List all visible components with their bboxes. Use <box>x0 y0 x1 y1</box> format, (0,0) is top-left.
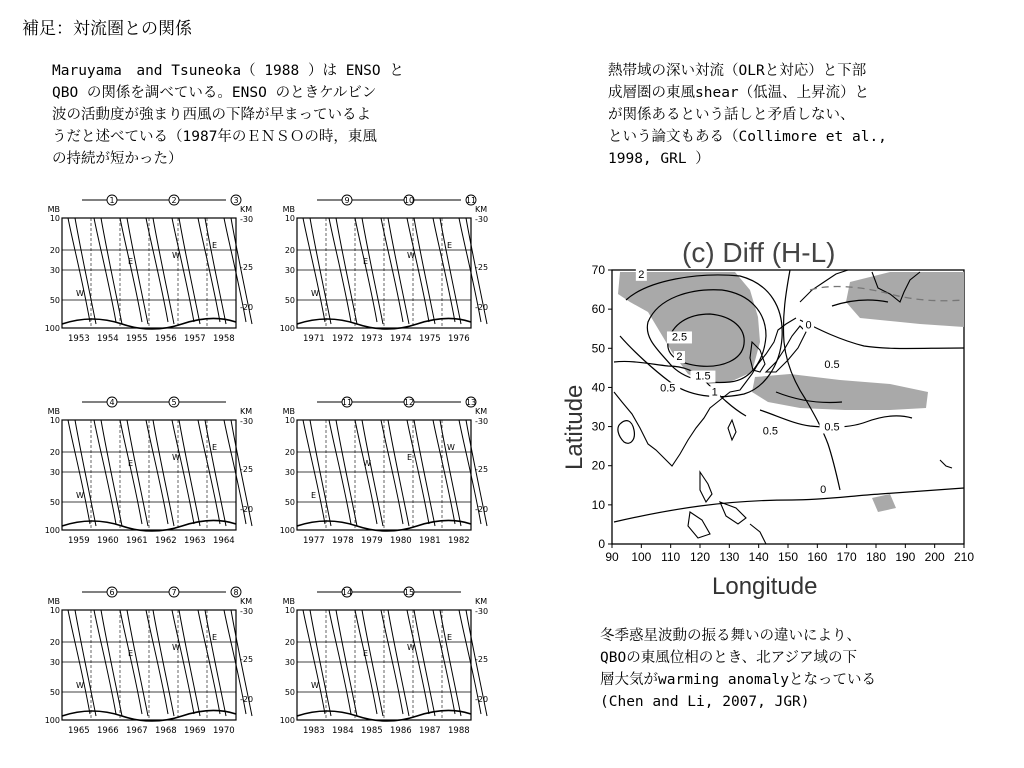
km-tick: -25 <box>240 263 254 272</box>
year-label: 1973 <box>361 334 383 344</box>
unit-km: KM <box>475 205 488 214</box>
year-label: 1970 <box>213 726 235 736</box>
circled-number <box>107 195 117 205</box>
unit-mb: MB <box>47 597 60 606</box>
year-label: 1979 <box>361 536 383 546</box>
circled-number <box>342 587 352 597</box>
pressure-tick: 10 <box>284 416 295 425</box>
year-label: 1961 <box>126 536 148 546</box>
svg-text:14: 14 <box>341 588 353 597</box>
map-title: (c) Diff (H-L) <box>682 237 836 268</box>
km-tick: -20 <box>240 695 254 704</box>
slide-title: 補足：対流圏との関係 <box>22 19 192 39</box>
panel-1977-1982 <box>279 392 535 552</box>
svg-text:15: 15 <box>403 588 415 597</box>
year-label: 1981 <box>419 536 441 546</box>
svg-text:10: 10 <box>403 196 415 205</box>
x-tick-label: 120 <box>689 550 711 564</box>
km-tick: -20 <box>475 303 489 312</box>
pressure-tick: 100 <box>279 324 295 333</box>
pressure-tick: 30 <box>284 658 295 667</box>
year-label: 1953 <box>68 334 90 344</box>
year-label: 1963 <box>184 536 206 546</box>
km-tick: -30 <box>475 607 489 616</box>
panel-1959-1964 <box>44 392 300 552</box>
pressure-tick: 50 <box>49 296 60 305</box>
unit-mb: MB <box>282 597 295 606</box>
unit-km: KM <box>240 205 253 214</box>
year-label: 1985 <box>361 726 383 736</box>
phase-label: W <box>172 453 180 462</box>
phase-label: E <box>311 491 317 500</box>
svg-text:1: 1 <box>109 196 115 205</box>
paragraph-chen-li: 冬季惑星波動の振る舞いの違いにより、 QBOの東風位相のとき、北アジア域の下 層大気がwarming anomalyとなっている (Chen and Li, 2007, JGR) <box>600 628 876 710</box>
unit-mb: MB <box>47 205 60 214</box>
circled-number <box>169 397 179 407</box>
unit-mb: MB <box>282 205 295 214</box>
year-label: 1954 <box>97 334 119 344</box>
phase-label: E <box>447 633 453 642</box>
panel-1965-1970 <box>44 582 300 742</box>
pressure-tick: 30 <box>49 468 60 477</box>
year-label: 1972 <box>332 334 354 344</box>
phase-label: W <box>447 443 455 452</box>
pressure-tick: 10 <box>49 416 60 425</box>
phase-label: E <box>212 443 218 452</box>
circled-number <box>342 397 352 407</box>
km-tick: -30 <box>240 607 254 616</box>
pressure-tick: 10 <box>284 606 295 615</box>
x-tick-label: 190 <box>895 550 916 564</box>
svg-text:7: 7 <box>171 588 177 597</box>
pressure-tick: 100 <box>44 324 60 333</box>
pressure-tick: 100 <box>44 526 60 535</box>
phase-label: E <box>212 241 218 250</box>
unit-km: KM <box>475 407 488 416</box>
pressure-tick: 100 <box>279 526 295 535</box>
km-tick: -25 <box>240 465 254 474</box>
pressure-tick: 20 <box>284 246 295 255</box>
pressure-tick: 20 <box>49 246 60 255</box>
contour-label: 1.5 <box>695 370 711 383</box>
km-tick: -20 <box>475 695 489 704</box>
circled-number <box>107 587 117 597</box>
y-tick-label: 60 <box>591 302 605 317</box>
year-label: 1988 <box>448 726 470 736</box>
year-label: 1958 <box>213 334 235 344</box>
km-tick: -20 <box>240 505 254 514</box>
phase-label: W <box>407 251 415 260</box>
x-tick-label: 140 <box>748 550 769 564</box>
unit-mb: MB <box>282 407 295 416</box>
pressure-tick: 10 <box>49 606 60 615</box>
unit-km: KM <box>240 407 253 416</box>
phase-label: E <box>128 257 134 266</box>
year-label: 1965 <box>68 726 90 736</box>
paragraph-maruyama: Maruyama and Tsuneoka（ 1988 ）は ENSO と QBO の関係を調べている。ENSO のときケルビン 波の活動度が強まり西風の下降が早まっているよ うだと述べている（1987年のＥＮＳＯの時，東風 の持続が短かった） <box>52 63 404 167</box>
circled-number <box>404 397 414 407</box>
y-tick-label: 40 <box>591 380 605 395</box>
year-label: 1975 <box>419 334 441 344</box>
phase-label: W <box>172 251 180 260</box>
pressure-tick: 30 <box>284 468 295 477</box>
km-tick: -25 <box>240 655 254 664</box>
x-tick-label: 160 <box>807 550 828 564</box>
year-label: 1974 <box>390 334 412 344</box>
pressure-tick: 20 <box>284 448 295 457</box>
panel-1971-1976 <box>279 190 535 350</box>
phase-label: E <box>407 453 413 462</box>
km-tick: -20 <box>475 505 489 514</box>
km-tick: -25 <box>475 655 489 664</box>
pressure-tick: 30 <box>284 266 295 275</box>
svg-text:6: 6 <box>109 588 115 597</box>
svg-text:9: 9 <box>344 196 350 205</box>
year-label: 1976 <box>448 334 470 344</box>
km-tick: -25 <box>475 465 489 474</box>
km-tick: -25 <box>475 263 489 272</box>
year-label: 1956 <box>155 334 177 344</box>
x-tick-label: 180 <box>865 550 887 564</box>
contour-label: 0.5 <box>762 425 779 438</box>
year-label: 1982 <box>448 536 470 546</box>
phase-label: W <box>76 681 84 690</box>
x-tick-label: 100 <box>631 550 652 564</box>
y-tick-label: 70 <box>591 263 605 277</box>
pressure-tick: 50 <box>284 296 295 305</box>
circled-number <box>231 587 241 597</box>
year-label: 1964 <box>213 536 235 546</box>
x-tick-label: 170 <box>836 550 857 564</box>
paragraph-collimore: 熱帯域の深い対流（OLRと対応）と下部 成層圏の東風shear（低温、上昇流）と が関係あるという話しと矛盾しない、 という論文もある（Collimore et al., 1998, GRL ） <box>608 63 887 167</box>
panel-1983-1988 <box>279 582 535 742</box>
svg-text:13: 13 <box>465 398 477 407</box>
x-tick-label: 210 <box>953 550 975 564</box>
km-tick: -30 <box>475 417 489 426</box>
pressure-tick: 50 <box>49 498 60 507</box>
contour-label: 0 <box>805 319 812 332</box>
map-ylabel: Latitude <box>561 384 588 470</box>
pressure-tick: 10 <box>284 214 295 223</box>
svg-text:11: 11 <box>465 196 477 205</box>
phase-label: E <box>128 459 134 468</box>
year-label: 1966 <box>97 726 119 736</box>
km-tick: -30 <box>240 417 254 426</box>
contour-label: 2 <box>638 268 645 281</box>
circled-number <box>466 195 476 205</box>
phase-label: E <box>212 633 218 642</box>
year-label: 1984 <box>332 726 354 736</box>
map-xlabel: Longitude <box>712 573 818 600</box>
phase-label: E <box>447 241 453 250</box>
pressure-tick: 50 <box>49 688 60 697</box>
year-label: 1983 <box>303 726 325 736</box>
pressure-tick: 100 <box>44 716 60 725</box>
x-tick-label: 200 <box>924 550 945 564</box>
phase-label: W <box>407 643 415 652</box>
year-label: 1962 <box>155 536 177 546</box>
contour-label: 2 <box>676 351 683 364</box>
pressure-tick: 20 <box>49 638 60 647</box>
y-tick-label: 50 <box>591 341 605 356</box>
year-label: 1980 <box>390 536 412 546</box>
pressure-tick: 20 <box>284 638 295 647</box>
year-label: 1969 <box>184 726 206 736</box>
year-label: 1959 <box>68 536 90 546</box>
circled-number <box>107 397 117 407</box>
km-tick: -30 <box>240 215 254 224</box>
phase-label: E <box>363 257 369 266</box>
svg-text:5: 5 <box>171 398 177 407</box>
year-label: 1967 <box>126 726 148 736</box>
phase-label: W <box>76 289 84 298</box>
pressure-tick: 30 <box>49 266 60 275</box>
unit-mb: MB <box>47 407 60 416</box>
svg-text:4: 4 <box>109 398 115 407</box>
pressure-tick: 50 <box>284 498 295 507</box>
pressure-tick: 30 <box>49 658 60 667</box>
year-label: 1977 <box>303 536 325 546</box>
pressure-tick: 50 <box>284 688 295 697</box>
x-tick-label: 130 <box>719 550 740 564</box>
y-tick-label: 0 <box>598 537 605 551</box>
km-tick: -20 <box>240 303 254 312</box>
phase-label: E <box>128 649 134 658</box>
pressure-tick: 20 <box>49 448 60 457</box>
svg-text:3: 3 <box>233 196 239 205</box>
phase-label: E <box>363 649 369 658</box>
phase-label: W <box>311 681 319 690</box>
year-label: 1978 <box>332 536 354 546</box>
year-label: 1971 <box>303 334 325 344</box>
year-label: 1960 <box>97 536 119 546</box>
svg-text:12: 12 <box>403 398 415 407</box>
year-label: 1987 <box>419 726 441 736</box>
circled-number <box>342 195 352 205</box>
y-tick-label: 20 <box>591 458 605 473</box>
panel-1953-1958 <box>44 190 300 350</box>
contour-label: 0.5 <box>824 421 840 434</box>
contour-label: 1 <box>711 386 718 399</box>
diff-map-figure <box>560 232 980 604</box>
x-tick-label: 150 <box>777 550 799 564</box>
svg-text:11: 11 <box>341 398 353 407</box>
phase-label: W <box>363 459 371 468</box>
phase-label: W <box>311 289 319 298</box>
y-tick-label: 30 <box>591 419 605 434</box>
year-label: 1968 <box>155 726 177 736</box>
phase-label: W <box>172 643 180 652</box>
year-label: 1957 <box>184 334 206 344</box>
pressure-tick: 10 <box>49 214 60 223</box>
contour-label: 2.5 <box>671 331 688 344</box>
circled-number <box>466 397 476 407</box>
year-label: 1986 <box>390 726 412 736</box>
unit-km: KM <box>475 597 488 606</box>
pressure-tick: 100 <box>279 716 295 725</box>
contour-label: 0.5 <box>824 358 840 371</box>
phase-label: W <box>76 491 84 500</box>
unit-km: KM <box>240 597 253 606</box>
km-tick: -30 <box>475 215 489 224</box>
x-tick-label: 110 <box>661 550 681 564</box>
y-tick-label: 10 <box>591 497 605 512</box>
circled-number <box>404 195 414 205</box>
x-tick-label: 90 <box>605 550 619 564</box>
svg-text:2: 2 <box>171 196 177 205</box>
svg-text:8: 8 <box>233 588 239 597</box>
circled-number <box>169 587 179 597</box>
contour-label: 0.5 <box>660 382 676 395</box>
contour-label: 0 <box>820 484 827 497</box>
circled-number <box>231 195 241 205</box>
circled-number <box>404 587 414 597</box>
year-label: 1955 <box>126 334 148 344</box>
circled-number <box>169 195 179 205</box>
